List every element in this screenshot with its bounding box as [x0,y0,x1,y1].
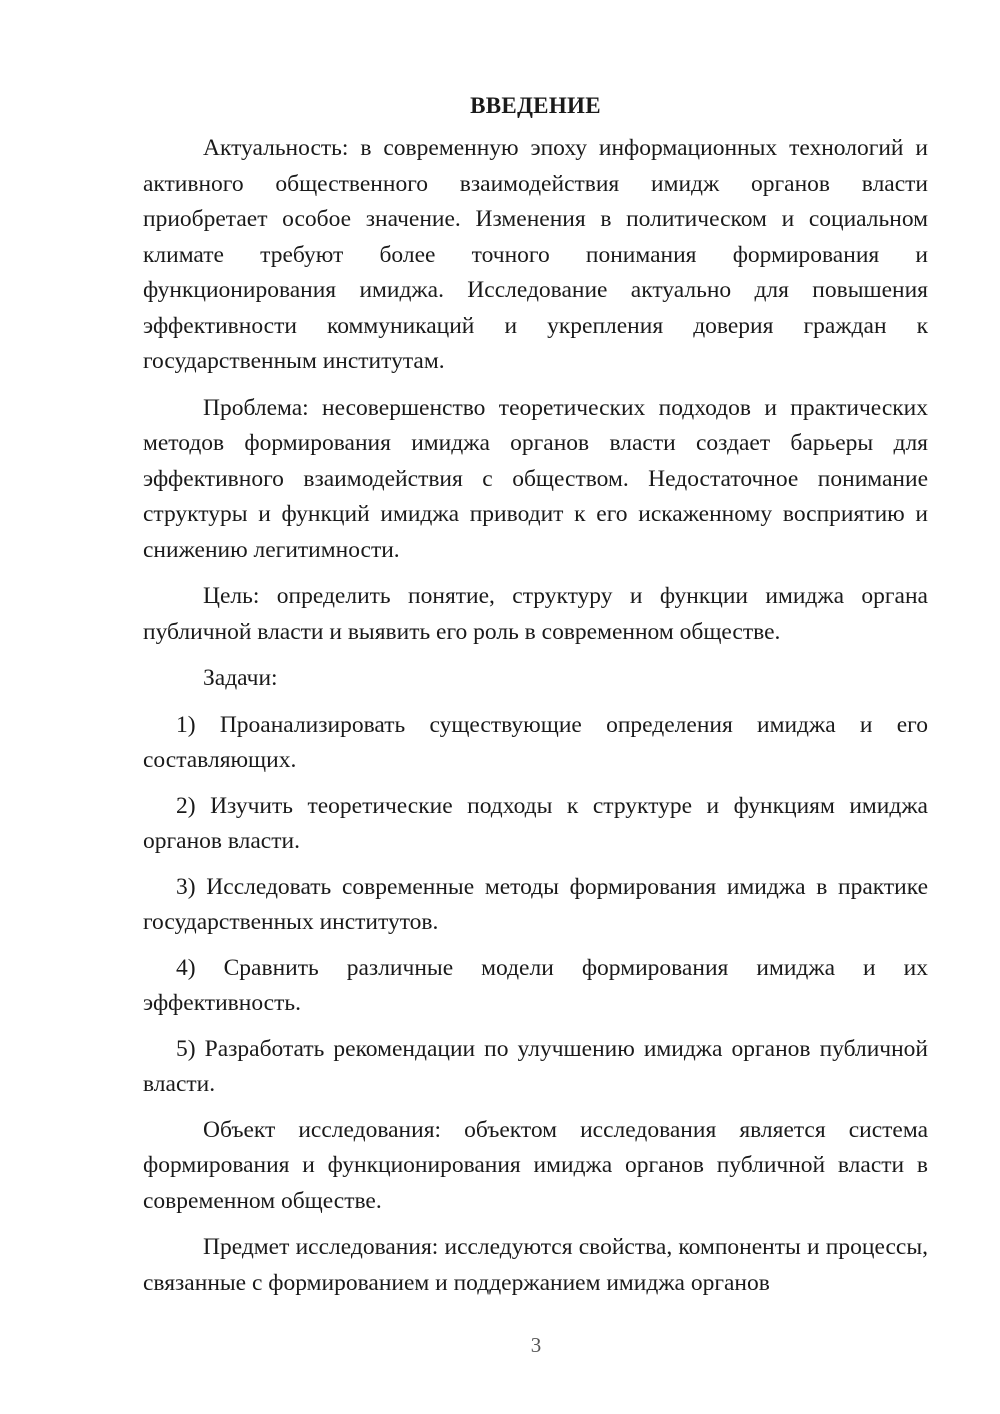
task-item: 3) Исследовать современные методы формирования имиджа в практике государственных институтов. [143,873,928,935]
subject-paragraph: Предмет исследования: исследуются свойства, компоненты и процессы, связанные с формированием и поддержанием имиджа органов [143,1234,928,1296]
task-item: 1) Проанализировать существующие определения имиджа и его составляющих. [143,711,928,773]
tasks-heading: Задачи: [203,665,278,691]
task-item: 5) Разработать рекомендации по улучшению имиджа органов публичной власти. [143,1035,928,1097]
goal-paragraph: Цель: определить понятие, структуру и функции имиджа органа публичной власти и выявить его роль в современном обществе. [143,583,928,645]
page-title: ВВЕДЕНИЕ [470,93,601,118]
problem-paragraph: Проблема: несовершенство теоретических подходов и практических методов формирования имиджа органов власти создает барьеры для эффективного взаимодействия с обществом. Недостаточное понимание структуры и функций имиджа приводит к его искаженному восприятию и снижению легитимности. [143,394,928,563]
relevance-paragraph: Актуальность: в современную эпоху информационных технологий и активного общественного взаимодействия имидж органов власти приобретает особое значение. Изменения в политическом и социальном климате требуют более точного понимания формирования и функционирования имиджа. Исследование актуально для повышения эффективности коммуникаций и укрепления доверия граждан к государственным институтам. [143,135,928,374]
task-item: 2) Изучить теоретические подходы к структуре и функциям имиджа органов власти. [143,792,928,854]
document-page [143,93,928,1312]
page-number: 3 [530,1333,542,1357]
tasks-list [143,708,928,1103]
object-paragraph: Объект исследования: объектом исследования является система формирования и функционирования имиджа органов публичной власти в современном обществе. [143,1116,928,1214]
task-item: 4) Сравнить различные модели формирования имиджа и их эффективность. [143,954,928,1016]
